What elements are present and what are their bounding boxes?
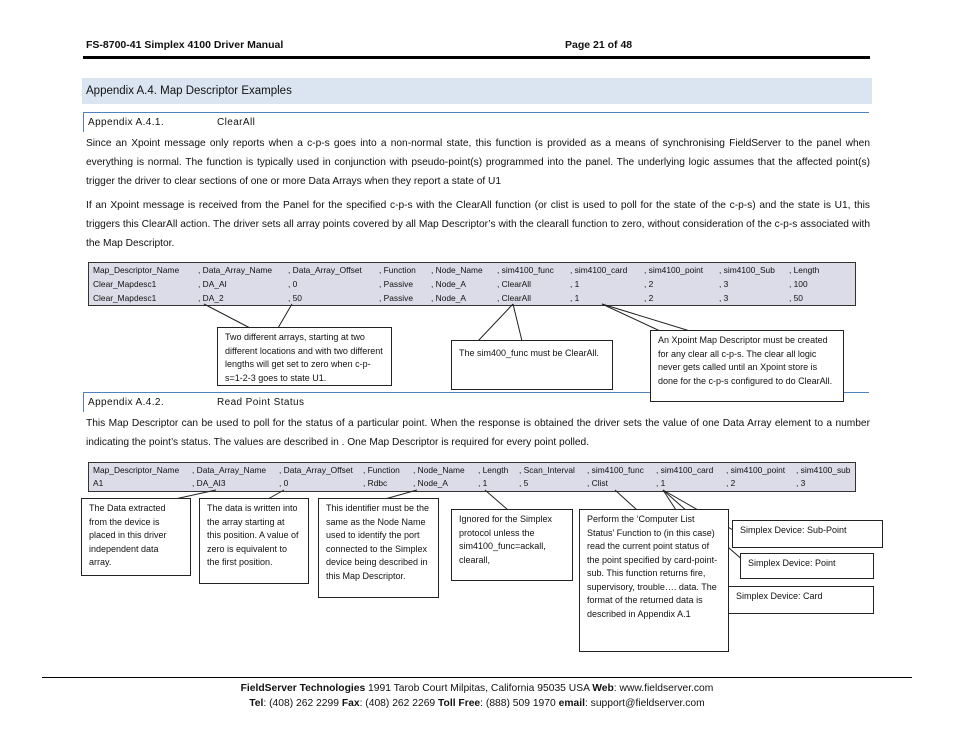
tel-label: Tel — [249, 698, 264, 709]
fax-number: : (408) 262 2269 — [359, 698, 439, 709]
table-cell: , Node_A — [413, 478, 448, 488]
callout-offset: The data is written into the array starting at this position. A value of zero is equivalent to the first position. — [199, 498, 309, 584]
toll-free-number: : (888) 509 1970 — [480, 698, 559, 709]
callout-xpoint: An Xpoint Map Descriptor must be created for any clear all c-p-s. The clear all logic never gets called until an Xpoint store is done for the c-p-s configured to do ClearAll. — [650, 330, 844, 402]
table-cell: , Passive — [379, 293, 413, 303]
subsection-name: Read Point Status — [217, 397, 305, 408]
table-cell: , 50 — [789, 293, 803, 303]
table-header-cell: , sim4100_sub — [796, 465, 851, 475]
table-header-cell: , Data_Array_Offset — [288, 265, 362, 275]
table-cell: , ClearAll — [497, 279, 531, 289]
table-cell: , Node_A — [431, 279, 466, 289]
tel-number: : (408) 262 2299 — [263, 698, 342, 709]
table-cell: , 3 — [796, 478, 806, 488]
table-header-cell: , Length — [478, 465, 509, 475]
paragraph: This Map Descriptor can be used to poll for the status of a particular point. When the response is obtained the driver sets the value of one Data Array element to a number indicating the point’s status. The values are described in . One Map Descriptor is required for every point polled. — [86, 418, 870, 448]
table-header-cell: , sim4100_card — [656, 465, 714, 475]
table-cell: , DA_AI — [198, 279, 227, 289]
subsection-number: Appendix A.4.2. — [88, 397, 165, 408]
table-cell: , 2 — [644, 293, 654, 303]
table-header-cell: , Data_Array_Name — [192, 465, 267, 475]
company-address: 1991 Tarob Court Milpitas, California 95035 USA — [365, 683, 593, 694]
paragraph: Since an Xpoint message only reports when a c-p-s goes into a non-normal state, this function is provided as a means of synchronising FieldServer to the panel when everything is normal. The function is typically used in conjunction with pseudo-point(s) programmed into the panel. The underlying logic assumes that the affected point(s) trigger the driver to clear sections of one or more Data Arrays when they report a state of U1 — [86, 138, 870, 187]
table-cell: , Rdbc — [363, 478, 388, 488]
table-cell: , Clist — [587, 478, 608, 488]
table-cell: , 0 — [288, 279, 298, 289]
callout-node-name: This identifier must be the same as the Node Name used to identify the port connected to the Simplex device being described in this Map Descriptor. — [318, 498, 439, 598]
web-label: Web — [592, 683, 614, 694]
table-header-cell: , Data_Array_Name — [198, 265, 273, 275]
callout-sub-point: Simplex Device: Sub-Point — [732, 520, 883, 548]
web-address: : www.fieldserver.com — [613, 683, 714, 694]
section-title: Appendix A.4. Map Descriptor Examples — [82, 78, 872, 104]
email-label: email — [558, 698, 585, 709]
table-cell: , 100 — [789, 279, 808, 289]
table-cell: , Passive — [379, 279, 413, 289]
callout-length: Ignored for the Simplex protocol unless the sim4100_func=ackall, clearall, — [451, 509, 573, 581]
table-header-cell: , Node_Name — [431, 265, 483, 275]
footer-line-1 — [0, 683, 954, 694]
table-cell: , 1 — [478, 478, 488, 488]
table-cell: , 3 — [719, 293, 729, 303]
table-cell: , DA_2 — [198, 293, 224, 303]
table-header-cell: , sim4100_func — [587, 465, 644, 475]
footer-rule — [42, 677, 912, 678]
table-cell: , 1 — [570, 279, 580, 289]
table-header-cell: , Function — [363, 465, 400, 475]
table-header-cell: , Scan_Interval — [519, 465, 575, 475]
table-cell: , Node_A — [431, 293, 466, 303]
table-cell: , 0 — [279, 478, 289, 488]
table-cell: , ClearAll — [497, 293, 531, 303]
table-cell: , DA_AI3 — [192, 478, 226, 488]
document-title: FS-8700-41 Simplex 4100 Driver Manual — [86, 39, 284, 51]
callout-func: The sim400_func must be ClearAll. — [451, 340, 613, 390]
table-header-cell: Map_Descriptor_Name — [93, 465, 180, 475]
table-header-cell: Map_Descriptor_Name — [93, 265, 180, 275]
callout-point: Simplex Device: Point — [740, 553, 874, 579]
table-header-cell: , sim4100_point — [726, 465, 786, 475]
page-number: Page 21 of 48 — [565, 39, 633, 51]
table-header-cell: , Function — [379, 265, 416, 275]
table-header-cell: , sim4100_func — [497, 265, 554, 275]
callout-sim4100-func: Perform the ‘Computer List Status’ Function to (in this case) read the current point status of the point specified by card-point-sub. This function returns fire, supervisory, trouble…. data. The format of the returned data is described in Appendix A.1 — [579, 509, 729, 652]
table-header-cell: , Node_Name — [413, 465, 465, 475]
table-cell: , 5 — [519, 478, 529, 488]
table-cell: Clear_Mapdesc1 — [93, 293, 157, 303]
table-header-cell: , Length — [789, 265, 820, 275]
callout-data-array: The Data extracted from the device is placed in this driver independent data array. — [81, 498, 191, 576]
table-cell: Clear_Mapdesc1 — [93, 279, 157, 289]
table-cell: , 50 — [288, 293, 302, 303]
callout-card: Simplex Device: Card — [728, 586, 874, 614]
footer-line-2 — [0, 698, 954, 709]
table-cell: , 1 — [570, 293, 580, 303]
email-address: : support@fieldserver.com — [584, 698, 705, 709]
table-cell: , 2 — [726, 478, 736, 488]
toll-free-label: Toll Free — [438, 698, 481, 709]
subsection-name: ClearAll — [217, 117, 256, 128]
table-cell: , 3 — [719, 279, 729, 289]
table-header-cell: , sim4100_Sub — [719, 265, 775, 275]
paragraph: If an Xpoint message is received from the Panel for the specified c-p-s with the ClearAll function (or clist is used to poll for the state of the c-p-s) and the state is U1, this triggers this ClearAll action. The driver sets all array points covered by all Map Descriptor’s with the clearall function to zero, without consideration of the c-p-s associated with the Map Descriptor. — [86, 200, 870, 249]
table-header-cell: , Data_Array_Offset — [279, 465, 353, 475]
table-cell: , 1 — [656, 478, 666, 488]
table-cell: A1 — [93, 478, 104, 488]
fax-label: Fax — [341, 698, 360, 709]
table-cell: , 2 — [644, 279, 654, 289]
table-header-cell: , sim4100_card — [570, 265, 628, 275]
subsection-number: Appendix A.4.1. — [88, 117, 165, 128]
table-header-cell: , sim4100_point — [644, 265, 704, 275]
company-name: FieldServer Technologies — [240, 683, 366, 694]
callout-arrays: Two different arrays, starting at two different locations and with two different lengths will get set to zero when c-p-s=1-2-3 goes to state U1. — [217, 327, 392, 386]
